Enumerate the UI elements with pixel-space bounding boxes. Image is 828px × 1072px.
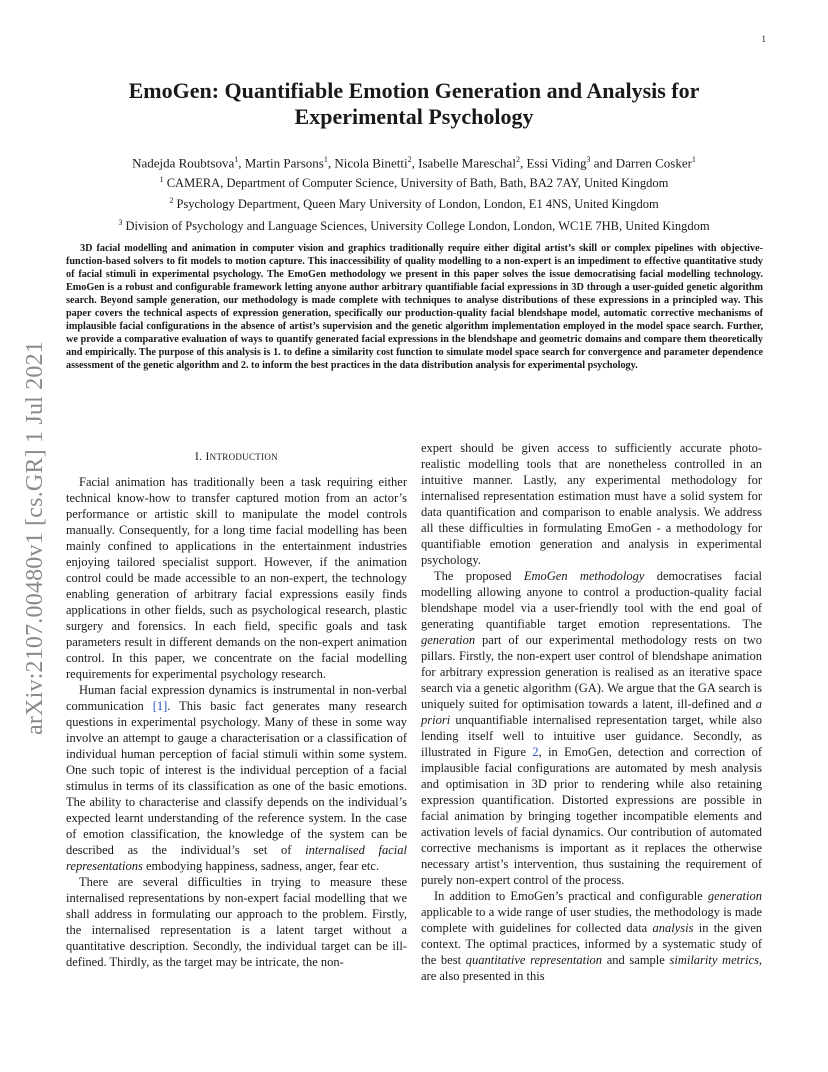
author-name: Isabelle Mareschal (418, 155, 516, 171)
citation-link[interactable]: [1] (152, 699, 168, 713)
author-name: Darren Cosker (615, 155, 692, 171)
author-affil-mark: 2 (515, 155, 520, 164)
page-number: 1 (761, 34, 766, 44)
section-heading-introduction: I. INTRODUCTION (195, 451, 278, 463)
affiliation-1: $^1$ CAMERA, Department of Computer Science, University of Bath, Bath, BA2 7AY, United Kingdom (159, 175, 669, 191)
author-affil-mark: 1 (323, 155, 328, 164)
figure-reference-link[interactable]: 2 (532, 745, 539, 759)
paragraph: There are several difficulties in trying to measure these internalised representations by non-expert facial modelling that we shall address in formulating our approach to the problem. Firstly, the internalised representation is a latent target without a quantitative description. Secondly, the individual target can be ill-defined. Thirdly, as the target may be intricate, the non- (66, 875, 407, 969)
author-name: Nadejda Roubtsova (132, 155, 235, 171)
affiliation-2: $^2$ Psychology Department, Queen Mary University of London, London, E1 4NS, United Kingdom (169, 196, 659, 212)
author-name: Essi Viding (526, 155, 587, 171)
paragraph: Human facial expression dynamics is instrumental in non-verbal communication [1]. This basic fact generates many research questions in experimental psychology. Many of these in some way involve an attempt to gauge a characterisation or a classification of individual human perception of facial stimuli within some system. One such topic of interest is the individual perception of a facial stimulus in terms of its classification as one of the basic emotions. The ability to characterise and classify depends on the individual’s expected learnt understanding of the reference system. In the case of emotion classification, the knowledge of the system can be described as the individual’s set of internalised facial representations embodying happiness, sadness, anger, fear etc. (66, 683, 407, 873)
paragraph: Facial animation has traditionally been a task requiring either technical know-how to transfer captured motion from an actor’s performance or artistic skill to manipulate the model controls manually. Consequently, for a long time facial modelling has been mainly confined to applications in the entertainment industries enjoying tailored specialist support. However, if the animation control could be made accessible to an non-expert, the technology enabling generation of arbitrary facial expressions easily finds applications in other fields, such as psychological research, plastic surgery and forensics. In each field, specific goals and task parameters result in different demands on the non-expert animation control. In this paper, we concentrate on the facial modelling requirements for experimental psychology research. (66, 475, 407, 681)
author-name: Martin Parsons (244, 155, 324, 171)
author-name: Nicola Binetti (334, 155, 408, 171)
affiliation-3: $^3$ Division of Psychology and Language Sciences, University College London, London, WC1E 7HB, United Kingdom (118, 217, 710, 233)
abstract-text: 3D facial modelling and animation in computer vision and graphics traditionally require either digital artist’s skill or complex pipelines with objective-function-based solvers to fit models to motion capture. This inaccessibility of quality modelling to a non-expert is an impediment to effective quantitative study of facial stimuli in experimental psychology. The EmoGen methodology we present in this paper solves the issue democratising facial modelling technology. EmoGen is a robust and configurable framework letting anyone author arbitrary quantifiable facial expressions in 3D through a user-guided genetic algorithm search. Beyond sample generation, our methodology is made complete with techniques to analyse distributions of these expressions in a principled way. This paper covers the technical aspects of expression generation, specifically our production-quality facial blendshape model, automatic corrective mechanisms of implausible facial configurations in the absence of artist’s supervision and the genetic algorithm implementation employed in the model space search. Further, we provide a comparative evaluation of ways to quantify generated facial expressions in the blendshape and geometric domains and compare them theoretically and empirically. The purpose of this analysis is 1. to define a similarity cost function to simulate model space search for convergence and parameter dependence assessment of the genetic algorithm and 2. to inform the best practices in the data distribution analysis for experimental psychology. (66, 243, 763, 372)
author-block (60, 152, 768, 235)
paragraph: In addition to EmoGen’s practical and configurable generation applicable to a wide range of user studies, the methodology is made complete with guidelines for collected data analysis in the given context. The optimal practices, informed by a systematic study of the best quantitative representation and sample similarity metrics, are also presented in this (421, 889, 763, 983)
author-list: Nadejda Roubtsova$^1$, Martin Parsons$^1$, Nicola Binetti$^2$, Isabelle Mareschal$^2$, Essi Viding$^3$ and Darren Cosker$^1$ (132, 155, 696, 171)
arxiv-identifier-stamp: arXiv:2107.00480v1 [cs.GR] 1 Jul 2021 (22, 340, 48, 735)
author-affil-mark: 1 (691, 155, 696, 164)
left-column (66, 445, 407, 970)
paragraph: expert should be given access to sufficiently accurate photo-realistic modelling tools that are nonetheless controlled in an intuitive manner. Lastly, any experimental methodology for internalised representation estimation must have a solid system for data quantification and comparison to enable analysis. We address all these difficulties in formulating EmoGen - a methodology for quantifiable emotion generation and analysis in experimental psychology. (421, 441, 762, 567)
author-affil-mark: 3 (586, 155, 591, 164)
right-column (421, 440, 762, 984)
paragraph: The proposed EmoGen methodology democratises facial modelling allowing anyone to control a production-quality facial blendshape model via a user-friendly tool with the end goal of generating quantifiable target emotion representations. The generation part of our experimental methodology rests on two pillars. Firstly, the non-expert user control of blendshape animation for arbitrary expression generation is realised as an iterative space search via a genetic algorithm (GA). We argue that the GA search is uniquely suited for optimisation towards a latent, ill-defined and a priori unquantifiable internalised representation target, while also lending itself well to intuitive user guidance. Secondly, as illustrated in Figure 2, in EmoGen, detection and correction of implausible facial configurations are automated by mesh analysis and optimisation in 3D prior to rendering while also retaining expression quantification. Distorted expressions are possible in facial animation by bringing together incompatible elements and activation levels of facial dynamics. Our contribution of automated corrective mechanisms is important as it replaces the otherwise necessary artist’s intervention, thus sustaining the requirement of purely non-expert control of the process. (421, 569, 762, 887)
abstract (66, 242, 763, 372)
author-affil-mark: 2 (407, 155, 412, 164)
author-affil-mark: 1 (234, 155, 239, 164)
paper-title: EmoGen: Quantifiable Emotion Generation and Analysis for Experimental Psychology (128, 78, 700, 129)
